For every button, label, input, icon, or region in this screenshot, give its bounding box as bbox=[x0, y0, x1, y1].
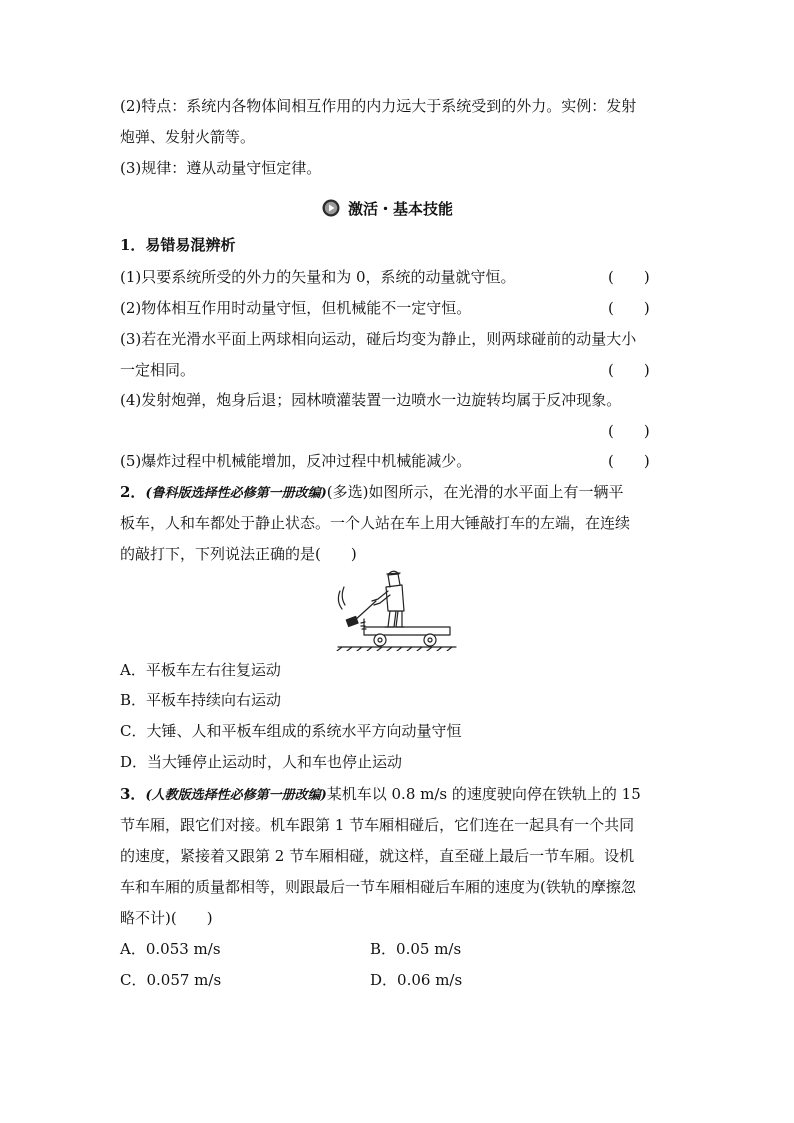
answer-blank: ( ) bbox=[608, 422, 650, 440]
question-2-number: 2． bbox=[120, 483, 146, 501]
section-heading bbox=[322, 197, 453, 219]
question-1-heading: 1．易错易混辨析 bbox=[120, 236, 236, 254]
question-3-line-5: 略不计)( ) bbox=[120, 909, 213, 927]
question-2-option-c: C．大锤、人和平板车组成的系统水平方向动量守恒 bbox=[120, 722, 462, 740]
question-3-number: 3． bbox=[120, 785, 146, 803]
question-1-item-4: (4)发射炮弹，炮身后退；园林喷灌装置一边喷水一边旋转均属于反冲现象。 bbox=[120, 391, 622, 409]
question-2-option-d: D．当大锤停止运动时，人和车也停止运动 bbox=[120, 753, 403, 771]
answer-blank: ( ) bbox=[608, 299, 650, 317]
answer-blank: ( ) bbox=[608, 361, 650, 379]
text-line-features: (2)特点：系统内各物体间相互作用的内力远大于系统受到的外力。实例：发射 bbox=[120, 97, 637, 115]
question-2-line-3: 的敲打下，下列说法正确的是( ) bbox=[120, 545, 357, 563]
question-3-text: 某机车以 0.8 m/s 的速度驶向停在铁轨上的 15 bbox=[326, 785, 641, 803]
question-1-item-3: (3)若在光滑水平面上两球相向运动，碰后均变为静止，则两球碰前的动量大小 bbox=[120, 330, 637, 348]
question-3-line-3: 的速度，紧接着又跟第 2 节车厢相碰，就这样，直至碰上最后一节车厢。设机 bbox=[120, 847, 635, 865]
question-1-item-1: (1)只要系统所受的外力的矢量和为 0，系统的动量就守恒。 bbox=[120, 268, 516, 286]
question-3-option-b: B．0.05 m/s bbox=[370, 940, 462, 958]
question-1-item-5: (5)爆炸过程中机械能增加，反冲过程中机械能减少。 bbox=[120, 452, 472, 470]
text-line-law: (3)规律：遵从动量守恒定律。 bbox=[120, 159, 322, 177]
question-1-item-2: (2)物体相互作用时动量守恒，但机械能不一定守恒。 bbox=[120, 299, 472, 317]
question-3-line-2: 节车厢，跟它们对接。机车跟第 1 节车厢相碰后，它们连在一起具有一个共同 bbox=[120, 816, 635, 834]
question-2-line-2: 板车，人和车都处于静止状态。一个人站在车上用大锤敲打车的左端，在连续 bbox=[120, 514, 631, 532]
question-2-text: (多选)如图所示，在光滑的水平面上有一辆平 bbox=[326, 483, 624, 501]
section-title: 激活・基本技能 bbox=[348, 199, 454, 218]
answer-blank: ( ) bbox=[608, 268, 650, 286]
man-hammer-cart-figure bbox=[330, 565, 464, 651]
question-3-option-c: C．0.057 m/s bbox=[120, 971, 222, 989]
question-3-line-4: 车和车厢的质量都相等，则跟最后一节车厢相碰后车厢的速度为(铁轨的摩擦忽 bbox=[120, 878, 636, 896]
question-1-item-3-cont: 一定相同。 bbox=[120, 361, 196, 379]
question-2-line-1 bbox=[120, 482, 623, 504]
question-3-option-a: A．0.053 m/s bbox=[120, 940, 221, 958]
question-2-option-b: B．平板车持续向右运动 bbox=[120, 691, 282, 709]
question-3-source: (人教版选择性必修第一册改编) bbox=[145, 788, 327, 803]
answer-blank: ( ) bbox=[608, 452, 650, 470]
question-2-source: (鲁科版选择性必修第一册改编) bbox=[145, 486, 327, 501]
question-2-option-a: A．平板车左右往复运动 bbox=[120, 661, 281, 679]
question-3-line-1 bbox=[120, 784, 641, 806]
question-3-option-d: D．0.06 m/s bbox=[370, 971, 463, 989]
text-line-features-cont: 炮弹、发射火箭等。 bbox=[120, 128, 256, 146]
play-circle-icon bbox=[322, 199, 340, 217]
